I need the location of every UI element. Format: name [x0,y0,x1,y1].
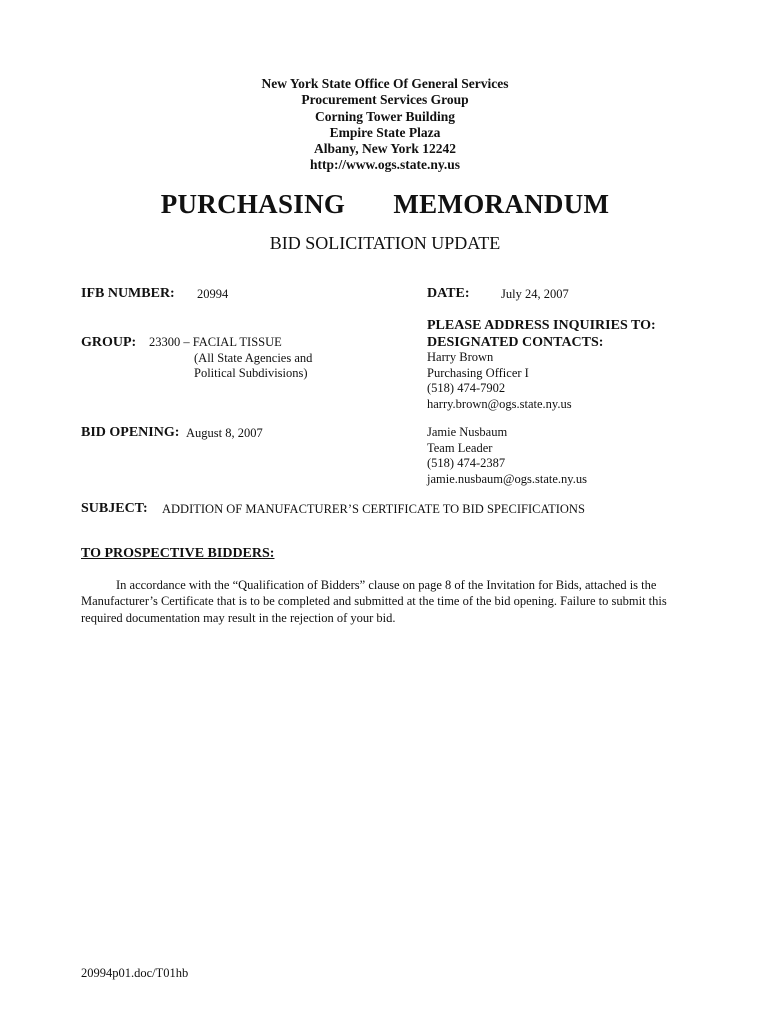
contact-email: jamie.nusbaum@ogs.state.ny.us [427,472,587,487]
group-label: GROUP: [81,335,137,350]
date-label: DATE: [427,286,470,301]
prospective-bidders-heading: TO PROSPECTIVE BIDDERS: [81,546,275,561]
contact-block [427,425,587,488]
contact-title: Team Leader [427,440,493,455]
bid-opening-value: August 8, 2007 [186,426,263,440]
building-name: Corning Tower Building [314,108,456,124]
body-line: required documentation may result in the rejection of your bid. [81,610,396,625]
group-value-line2: (All State Agencies and [194,350,313,365]
contact-phone: (518) 474-2387 [427,456,506,471]
inquiries-heading-line2: DESIGNATED CONTACTS: [427,335,604,350]
ifb-number-label: IFB NUMBER: [81,286,175,301]
agency-name: New York State Office Of General Services [261,76,509,91]
contact-name: Jamie Nusbaum [427,425,508,439]
group-value-line3: Political Subdivisions) [194,366,308,380]
contact-block [427,350,572,413]
subject-label: SUBJECT: [81,501,148,516]
memo-title: PURCHASING MEMORANDUM [160,189,610,219]
website-url: http://www.ogs.state.ny.us [309,157,461,173]
subject-value: ADDITION OF MANUFACTURER’S CERTIFICATE TO BID SPECIFICATIONS [162,502,585,516]
group-name: Procurement Services Group [301,92,469,108]
plaza-name: Empire State Plaza [329,124,441,140]
contact-name: Harry Brown [427,350,494,364]
letterhead [0,76,770,174]
memo-subtitle: BID SOLICITATION UPDATE [269,233,501,253]
inquiries-heading-line1: PLEASE ADDRESS INQUIRIES TO: [427,318,656,333]
body-line: In accordance with the “Qualification of Bidders” clause on page 8 of the Invitation for Bids, attached is the [116,578,657,592]
group-value-line1: 23300 – FACIAL TISSUE [149,335,282,349]
contact-email: harry.brown@ogs.state.ny.us [427,397,572,412]
date-value: July 24, 2007 [501,287,569,301]
ifb-number-value: 20994 [197,287,229,301]
body-line: Manufacturer’s Certificate that is to be completed and submitted at the time of the bid opening. Failure to submit this [81,594,667,609]
footer-file-reference: 20994p01.doc/T01hb [81,966,189,980]
contact-phone: (518) 474-7902 [427,381,506,396]
contact-title: Purchasing Officer I [427,365,529,380]
city-state-zip: Albany, New York 12242 [313,141,456,157]
body-paragraph [81,577,681,626]
bid-opening-label: BID OPENING: [81,425,180,440]
inquiries-heading [427,317,656,351]
group-value [149,335,312,382]
